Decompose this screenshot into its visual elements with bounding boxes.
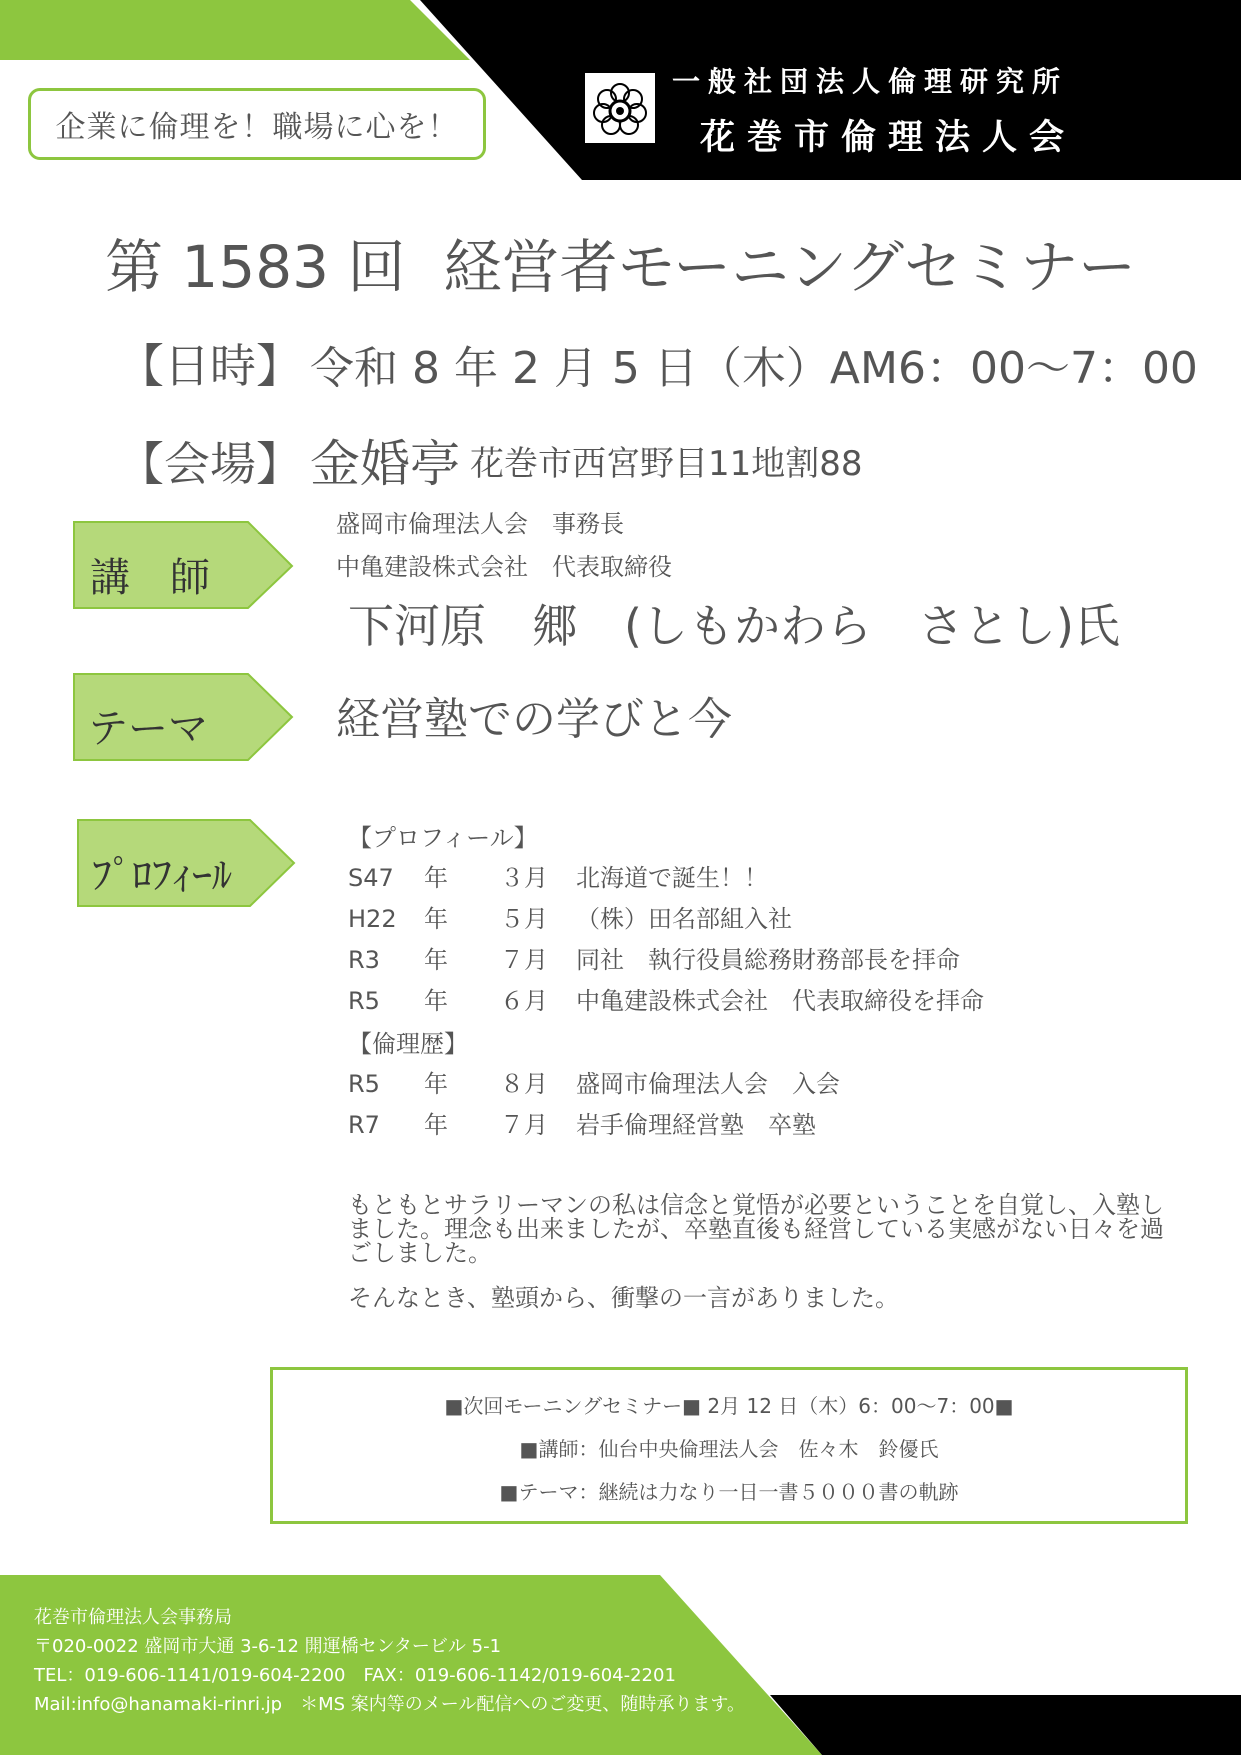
organization-name-line1: 一般社団法人倫理研究所: [672, 65, 1069, 98]
profile-event: （株）田名部組入社: [576, 905, 792, 933]
datetime-value: 令和 8 年 2 月 5 日（木）AM6：00～7：00: [310, 343, 1198, 394]
profile-month: ５月: [500, 905, 548, 933]
theme-label: テーマ: [88, 706, 208, 752]
profile-month: ３月: [500, 864, 548, 892]
next-seminar-theme: ■テーマ：継続は力なり一日一書５０００書の軌跡: [499, 1480, 959, 1504]
profile-event: 同社 執行役員総務財務部長を拝命: [576, 946, 960, 974]
theme-text: 経営塾での学びと今: [336, 694, 732, 745]
slogan-box: 企業に倫理を！職場に心を！: [28, 88, 486, 160]
venue-label: 【会場】: [118, 437, 302, 491]
lecturer-title-2: 中亀建設株式会社 代表取締役: [336, 553, 672, 581]
ethics-event: 盛岡市倫理法人会 入会: [576, 1070, 840, 1098]
ethics-month: ８月: [500, 1070, 548, 1098]
seminar-number: 第 1583 回: [104, 233, 406, 301]
footer-email: Mail:info@hanamaki-rinri.jp ＊MS 案内等のメール配信へのご変更、随時承ります。: [34, 1694, 745, 1715]
footer-office: 花巻市倫理法人会事務局: [34, 1607, 232, 1628]
profile-month: ７月: [500, 946, 548, 974]
profile-era: S47: [348, 864, 394, 892]
organization-logo: [585, 73, 655, 143]
lecturer-title-1: 盛岡市倫理法人会 事務長: [336, 510, 624, 538]
organization-name-line2: 花巻市倫理法人会: [700, 118, 1077, 158]
paragraph-line: もともとサラリーマンの私は信念と覚悟が必要ということを自覚し、入塾し: [348, 1191, 1164, 1219]
profile-paragraph-2: そんなとき、塾頭から、衝撃の一言がありました。: [348, 1284, 900, 1312]
profile-year: 年: [424, 905, 448, 933]
ethics-era: R5: [348, 1070, 380, 1098]
next-seminar-date: ■次回モーニングセミナー■ 2月 12 日（木）6：00～7：00■: [444, 1394, 1014, 1418]
datetime-label: 【日時】: [118, 339, 302, 393]
ethics-item: [348, 1064, 840, 1099]
profile-item: [348, 940, 960, 975]
lecturer-name: 下河原 郷 (しもかわら さとし)氏: [348, 599, 1120, 653]
profile-year: 年: [424, 864, 448, 892]
footer-address: 〒020-0022 盛岡市大通 3-6-12 開運橋センタービル 5-1: [34, 1636, 502, 1657]
profile-era: H22: [348, 905, 397, 933]
seminar-title: [0, 220, 1241, 304]
ethics-event: 岩手倫理経営塾 卒塾: [576, 1111, 816, 1139]
seminar-name: 経営者モーニングセミナー: [443, 233, 1136, 301]
profile-event: 中亀建設株式会社 代表取締役を拝命: [576, 987, 984, 1015]
ethics-era: R7: [348, 1111, 380, 1139]
lecturer-label: 講 師: [90, 555, 210, 601]
profile-year: 年: [424, 987, 448, 1015]
profile-item: [348, 981, 984, 1016]
top-left-green-band: [0, 0, 470, 60]
profile-year: 年: [424, 946, 448, 974]
profile-label: ﾌﾟﾛﾌｨｰﾙ: [92, 853, 232, 899]
profile-month: ６月: [500, 987, 548, 1015]
profile-era: R3: [348, 946, 380, 974]
venue-name: 金婚亭: [310, 435, 460, 493]
ethics-month: ７月: [500, 1111, 548, 1139]
ethics-year: 年: [424, 1070, 448, 1098]
paragraph-line: ごしました。: [348, 1239, 492, 1267]
ethics-year: 年: [424, 1111, 448, 1139]
footer-phone-fax: TEL：019-606-1141/019-604-2200 FAX：019-606-1142/019-604-2201: [34, 1665, 676, 1686]
venue-address: 花巻市西宮野目11地割88: [470, 444, 863, 484]
ethics-heading: 【倫理歴】: [348, 1030, 468, 1058]
crest-icon: [585, 73, 655, 143]
profile-era: R5: [348, 987, 380, 1015]
ethics-item: [348, 1105, 816, 1140]
footer-black-band: [770, 1695, 1241, 1755]
paragraph-line: ました。理念も出来ましたが、卒塾直後も経営している実感がない日々を過: [348, 1215, 1164, 1243]
profile-item: [348, 858, 768, 893]
profile-paragraph: [348, 1193, 1168, 1265]
profile-heading: 【プロフィール】: [348, 824, 538, 852]
profile-item: [348, 899, 792, 934]
next-seminar-lecturer: ■講師：仙台中央倫理法人会 佐々木 鈴優氏: [519, 1437, 939, 1461]
profile-event: 北海道で誕生！！: [576, 864, 768, 892]
